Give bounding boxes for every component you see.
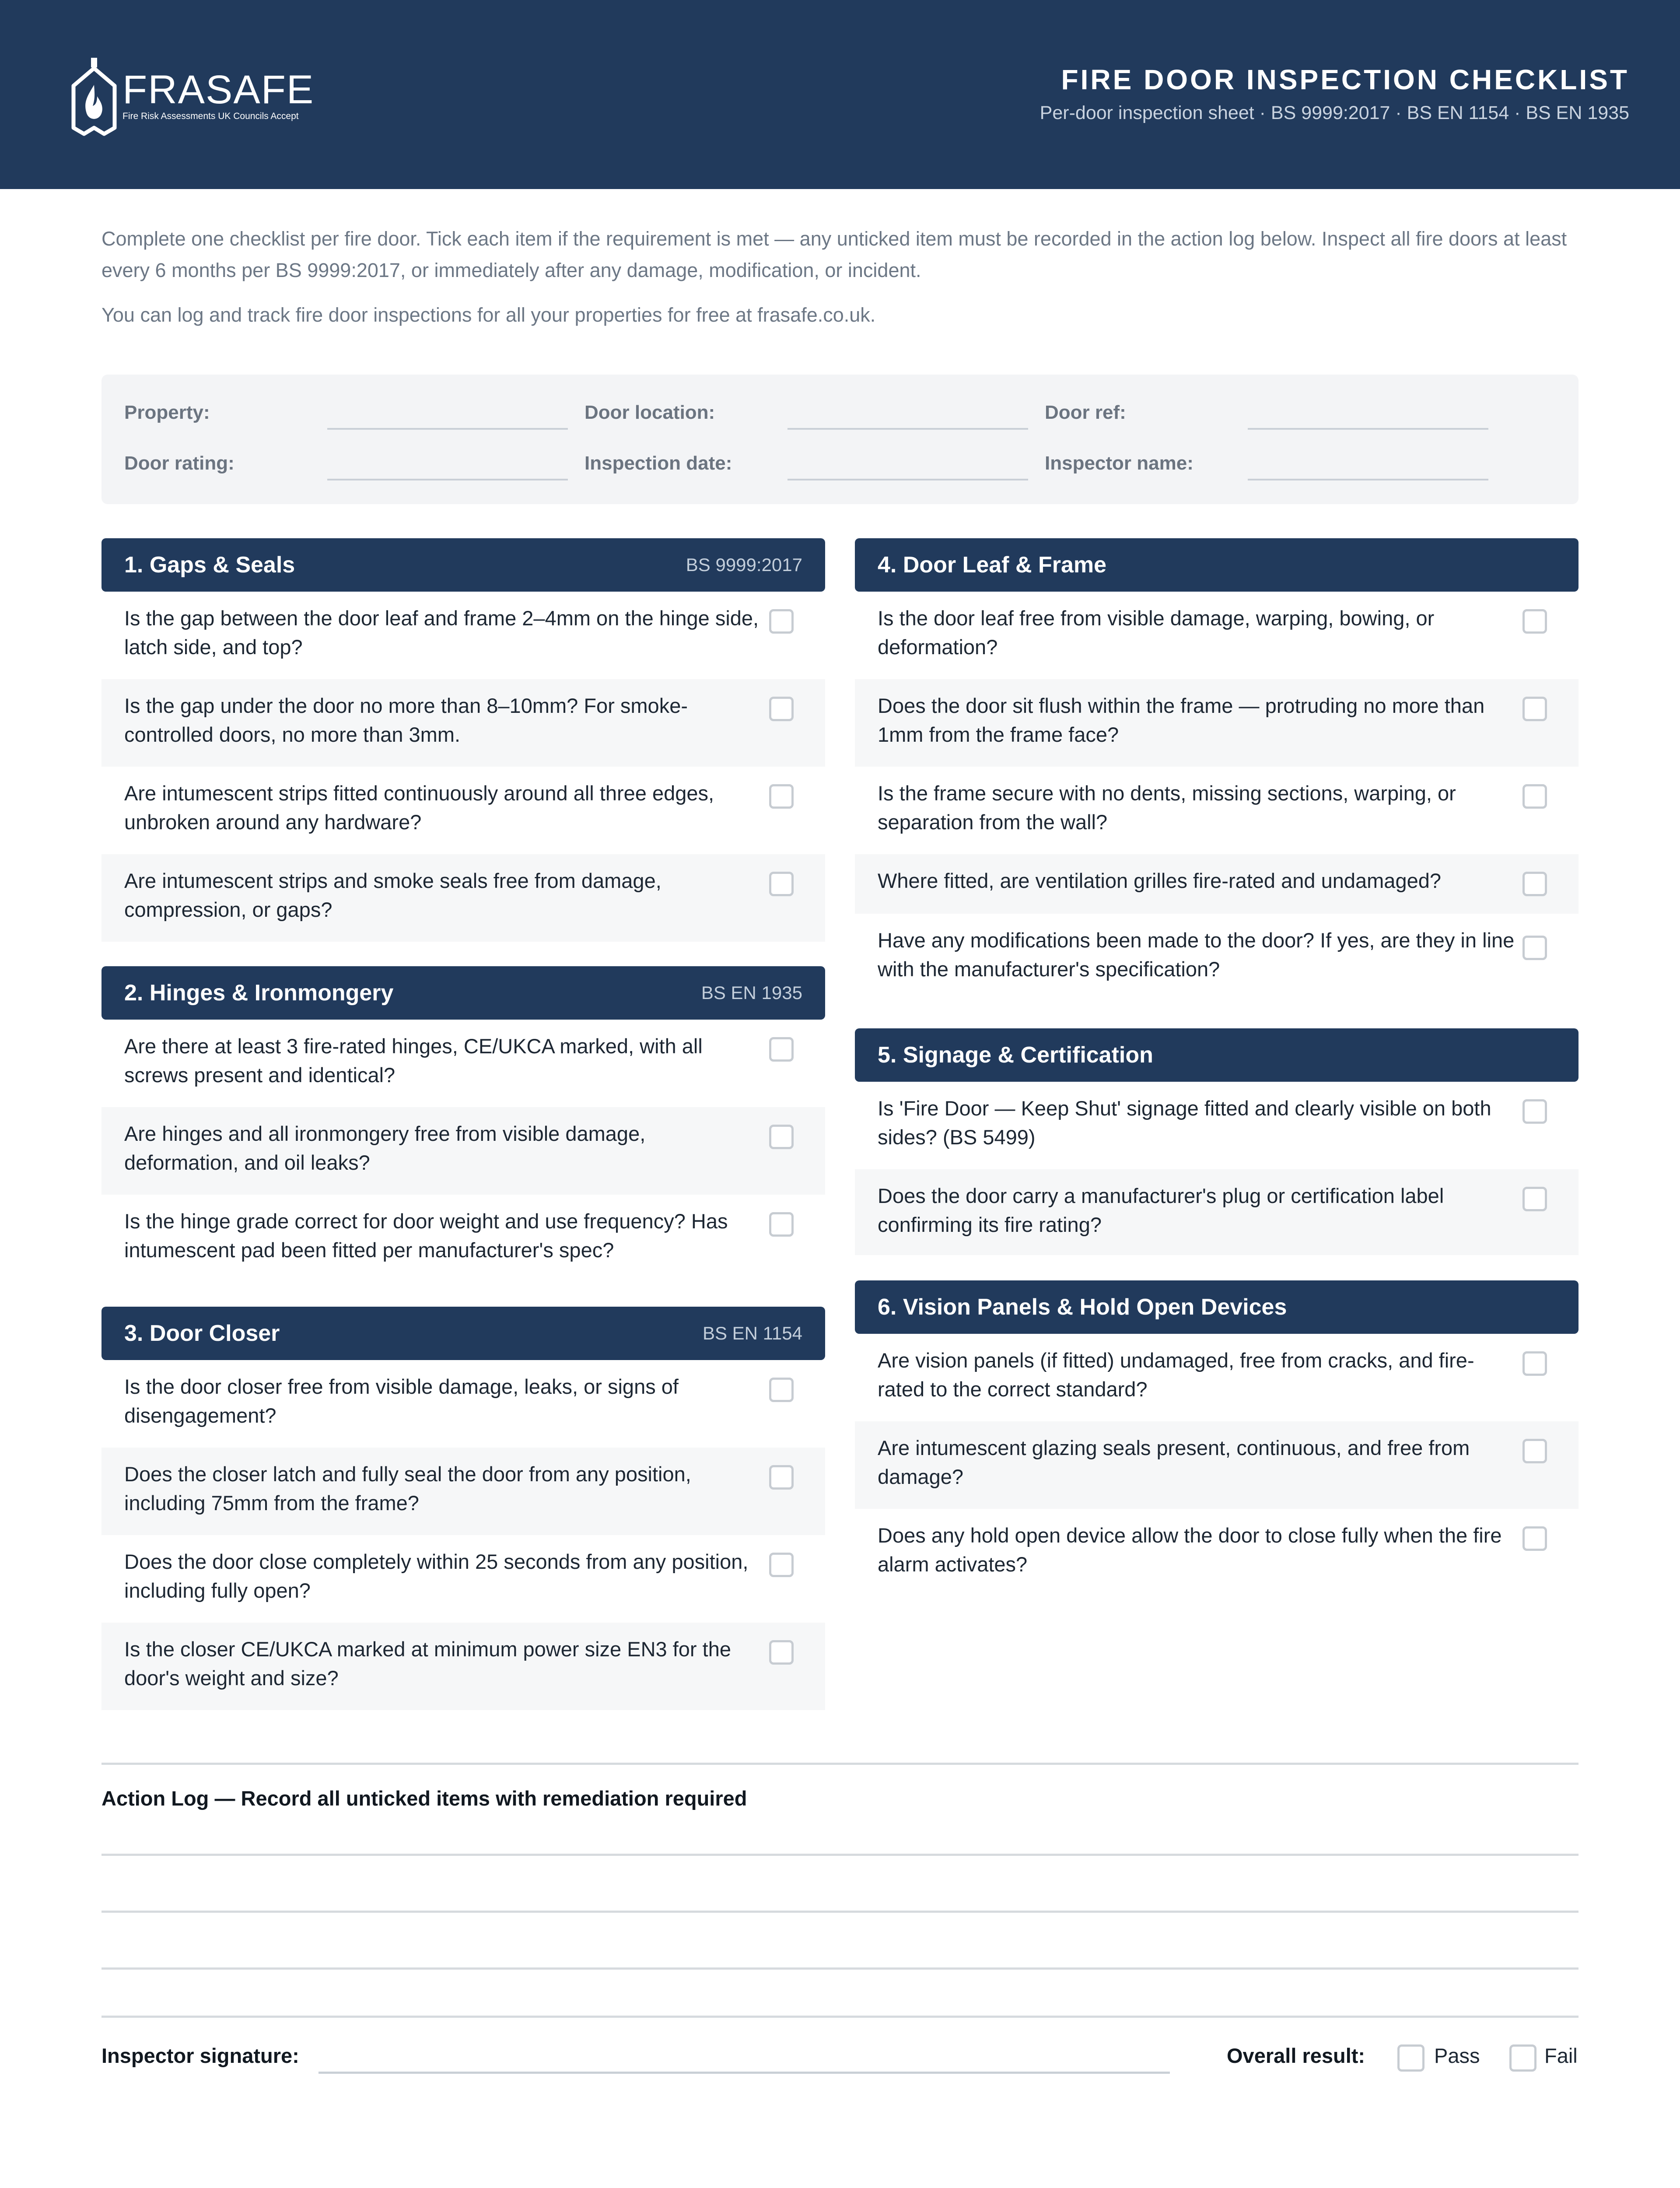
door-details-panel (102, 375, 1578, 504)
checklist-item-text: Is 'Fire Door — Keep Shut' signage fitted and clearly visible on both sides? (BS 5499) (878, 1097, 1491, 1149)
checklist-item (855, 854, 1578, 914)
checklist-checkbox[interactable] (769, 1212, 794, 1237)
checklist-checkbox[interactable] (1522, 1351, 1547, 1376)
action-log-line[interactable] (102, 2016, 1578, 2018)
checklist-item (855, 1509, 1578, 1596)
checklist-checkbox[interactable] (1522, 936, 1547, 960)
page-header (0, 0, 1680, 189)
checklist-item-text: Are there at least 3 fire-rated hinges, CE/UKCA marked, with all screws present and identical? (124, 1034, 703, 1087)
door-location-label: Door location: (584, 402, 715, 423)
intro-paragraph: Complete one checklist per fire door. Tick each item if the requirement is met — any unticked item must be recorded in the action log below. Inspect all fire doors at least every 6 months per BS 9999:2017, or immediately after any damage, modification, or incident. (102, 228, 1567, 281)
checklist-item (855, 1421, 1578, 1509)
overall-result-label: Overall result: (1227, 2044, 1365, 2067)
checklist-item-text: Does the closer latch and fully seal the door from any position, including 75mm from the frame? (124, 1462, 691, 1515)
checklist-checkbox[interactable] (1522, 1099, 1547, 1124)
page-subtitle: Per-door inspection sheet · BS 9999:2017 · BS EN 1154 · BS EN 1935 (1040, 102, 1629, 123)
checklist-item (102, 1623, 825, 1710)
checklist-item (855, 767, 1578, 854)
checklist-checkbox[interactable] (1522, 1187, 1547, 1211)
action-log-line[interactable] (102, 1854, 1578, 1856)
checklist-checkbox[interactable] (769, 609, 794, 634)
section-title: 6. Vision Panels & Hold Open Devices (878, 1294, 1287, 1320)
logo-name: FRASAFE (122, 67, 315, 112)
section-title: 2. Hinges & Ironmongery (124, 980, 394, 1006)
checklist-item (855, 1169, 1578, 1255)
checklist-checkbox[interactable] (1522, 697, 1547, 721)
checklist-item (102, 1448, 825, 1535)
door-ref-field[interactable] (1248, 428, 1488, 430)
section-title: 4. Door Leaf & Frame (878, 552, 1107, 578)
checklist-checkbox[interactable] (1522, 872, 1547, 896)
fail-label: Fail (1544, 2044, 1578, 2067)
checklist-item (102, 1107, 825, 1195)
checklist-item (102, 1360, 825, 1448)
checklist-item-text: Is the hinge grade correct for door weight and use frequency? Has intumescent pad been fitted per manufacturer's spec? (124, 1210, 728, 1262)
checklist-item (102, 592, 825, 679)
checklist-item (102, 854, 825, 942)
checklist-item-text: Does the door sit flush within the frame — protruding no more than 1mm from the frame face? (878, 694, 1485, 746)
checklist-item-text: Where fitted, are ventilation grilles fire-rated and undamaged? (878, 869, 1442, 892)
pass-label: Pass (1434, 2044, 1480, 2067)
property-field[interactable] (327, 428, 568, 430)
action-log-line[interactable] (102, 1967, 1578, 1970)
door-ref-label: Door ref: (1045, 402, 1126, 423)
checklist-item-text: Does any hold open device allow the door to close fully when the fire alarm activates? (878, 1524, 1502, 1576)
door-rating-label: Door rating: (124, 452, 234, 474)
checklist-checkbox[interactable] (1522, 609, 1547, 634)
inspector-name-field[interactable] (1248, 479, 1488, 480)
inspection-date-field[interactable] (788, 479, 1028, 480)
checklist-item-text: Is the gap under the door no more than 8–10mm? For smoke-controlled doors, no more than 3mm. (124, 694, 688, 746)
checklist-checkbox[interactable] (769, 872, 794, 896)
checklist-item-text: Does the door carry a manufacturer's plug or certification label confirming its fire rating? (878, 1184, 1444, 1236)
checklist-item (855, 679, 1578, 767)
checklist-item-text: Are intumescent strips fitted continuously around all three edges, unbroken around any hardware? (124, 782, 714, 834)
checklist-item (102, 1195, 825, 1282)
section-standard: BS EN 1154 (702, 1323, 802, 1343)
pass-checkbox[interactable] (1397, 2044, 1424, 2072)
section-hinges-ironmongery (102, 966, 825, 1020)
logo-tagline: Fire Risk Assessments UK Councils Accept (122, 111, 299, 121)
section-standard: BS 9999:2017 (686, 554, 802, 575)
door-rating-field[interactable] (327, 479, 568, 480)
checklist-item (855, 1334, 1578, 1421)
checklist-item-text: Are intumescent glazing seals present, continuous, and free from damage? (878, 1436, 1470, 1488)
frasafe-logo[interactable] (70, 54, 314, 137)
checklist-item (102, 1020, 825, 1107)
checklist-checkbox[interactable] (769, 1465, 794, 1490)
intro-paragraph-link: You can log and track fire door inspections for all your properties for free at frasafe.co.uk. (102, 304, 876, 326)
inspection-date-label: Inspection date: (584, 452, 732, 474)
checklist-item-text: Have any modifications been made to the door? If yes, are they in line with the manufacturer's specification? (878, 929, 1515, 981)
checklist-item (102, 1535, 825, 1623)
checklist-item-text: Is the closer CE/UKCA marked at minimum power size EN3 for the door's weight and size? (124, 1637, 731, 1690)
checklist-checkbox[interactable] (769, 1640, 794, 1665)
checklist-checkbox[interactable] (769, 697, 794, 721)
section-standard: BS EN 1935 (701, 982, 802, 1003)
checklist-item (102, 767, 825, 854)
checklist-item (102, 679, 825, 767)
checklist-item (855, 592, 1578, 679)
checklist-item-text: Is the frame secure with no dents, missing sections, warping, or separation from the wall? (878, 782, 1456, 834)
inspector-signature-label: Inspector signature: (102, 2044, 299, 2067)
checklist-item-text: Is the gap between the door leaf and frame 2–4mm on the hinge side, latch side, and top? (124, 607, 759, 659)
checklist-checkbox[interactable] (769, 1553, 794, 1577)
section-vision-panels-hold-open (855, 1280, 1578, 1334)
checklist-item-text: Are vision panels (if fitted) undamaged, free from cracks, and fire-rated to the correct standard? (878, 1349, 1474, 1401)
inspector-name-label: Inspector name: (1045, 452, 1194, 474)
page-title: FIRE DOOR INSPECTION CHECKLIST (1061, 64, 1629, 95)
checklist-item-text: Is the door closer free from visible damage, leaks, or signs of disengagement? (124, 1375, 679, 1427)
checklist-checkbox[interactable] (769, 784, 794, 809)
checklist-checkbox[interactable] (769, 1378, 794, 1402)
checklist-item (855, 1082, 1578, 1169)
checklist-item-text: Is the door leaf free from visible damage, warping, bowing, or deformation? (878, 607, 1435, 659)
checklist-item (855, 914, 1578, 1001)
fail-checkbox[interactable] (1509, 2044, 1536, 2072)
inspector-signature-field[interactable] (318, 2072, 1170, 2074)
section-title: 5. Signage & Certification (878, 1042, 1153, 1068)
checklist-checkbox[interactable] (1522, 1439, 1547, 1463)
checklist-checkbox[interactable] (769, 1037, 794, 1062)
checklist-checkbox[interactable] (769, 1125, 794, 1149)
divider (102, 1763, 1578, 1765)
section-title: 1. Gaps & Seals (124, 552, 295, 578)
checklist-checkbox[interactable] (1522, 784, 1547, 809)
section-title: 3. Door Closer (124, 1321, 280, 1346)
checklist-checkbox[interactable] (1522, 1526, 1547, 1551)
door-location-field[interactable] (788, 428, 1028, 430)
section-door-closer (102, 1307, 825, 1360)
action-log-title: Action Log — Record all unticked items with remediation required (102, 1787, 747, 1810)
checklist-item-text: Does the door close completely within 25 seconds from any position, including fully open? (124, 1550, 749, 1602)
section-door-leaf-frame (855, 538, 1578, 592)
checklist-item-text: Are intumescent strips and smoke seals free from damage, compression, or gaps? (124, 869, 662, 921)
section-signage-certification (855, 1028, 1578, 1082)
property-label: Property: (124, 402, 210, 423)
section-gaps-seals (102, 538, 825, 592)
action-log-line[interactable] (102, 1911, 1578, 1913)
checklist-item-text: Are hinges and all ironmongery free from visible damage, deformation, and oil leaks? (124, 1122, 646, 1174)
house-flame-icon (70, 54, 118, 137)
